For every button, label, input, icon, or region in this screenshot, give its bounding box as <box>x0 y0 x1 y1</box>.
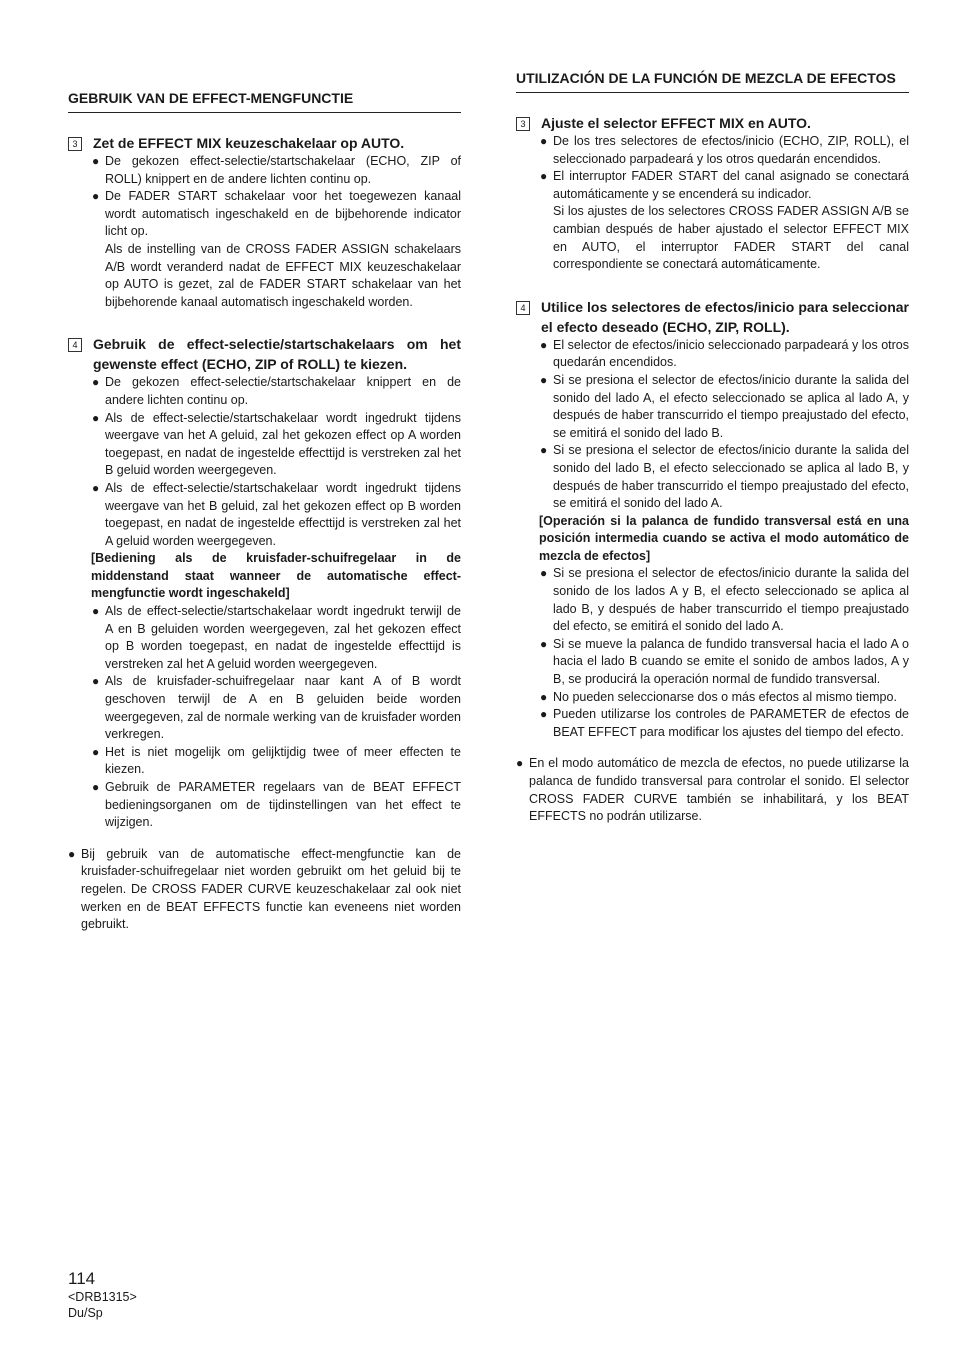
final-note-list <box>516 755 909 825</box>
step-number-box: 4 <box>516 301 530 315</box>
list-item <box>68 846 461 934</box>
step-3-dutch <box>68 133 461 311</box>
bullet-icon: ● <box>68 846 76 861</box>
bullet-icon: ● <box>540 707 548 722</box>
section-title-spanish: UTILIZACIÓN DE LA FUNCIÓN DE MEZCLA DE EFECTOS <box>516 68 909 93</box>
left-column <box>68 68 461 934</box>
bullet-icon: ● <box>92 480 100 495</box>
section-title-dutch: GEBRUIK VAN DE EFFECT-MENGFUNCTIE <box>68 68 461 113</box>
step-4-spanish <box>516 297 909 742</box>
list-item: ● Si se mueve la palanca de fundido transversal hacia el lado A o hacia el lado B cuando se emite el sonido de ambos lados, A y B, se producirá la operación normal de fundido transversal. <box>516 636 909 689</box>
bullet-icon: ● <box>540 169 548 184</box>
step-3-spanish <box>516 113 909 274</box>
note-paragraph: Si los ajustes de los selectores CROSS FADER ASSIGN A/B se cambian después de haber ajustado el selector EFFECT MIX en AUTO, el interruptor FADER START del canal correspondiente se conectará automáticamente. <box>553 204 909 272</box>
bullet-icon: ● <box>540 636 548 651</box>
bullet-list <box>516 565 909 741</box>
list-item: ● De FADER START schakelaar voor het toegewezen kanaal wordt automatisch ingeschakeld en de bijbehorende indicator licht op. <box>68 188 461 241</box>
page-footer <box>68 1269 137 1321</box>
bullet-list <box>68 603 461 832</box>
document-code: <DRB1315> <box>68 1290 137 1304</box>
list-item <box>516 755 909 825</box>
bullet-icon: ● <box>540 689 548 704</box>
list-item: ● Het is niet mogelijk om gelijktijdig twee of meer effecten te kiezen. <box>68 744 461 779</box>
bullet-icon: ● <box>516 756 524 771</box>
bullet-icon: ● <box>92 780 100 794</box>
bullet-icon: ● <box>540 443 548 458</box>
step-heading: Ajuste el selector EFFECT MIX en AUTO. <box>541 115 811 131</box>
bullet-icon: ● <box>540 566 548 581</box>
page-number: 114 <box>68 1269 96 1288</box>
bullet-icon: ● <box>92 189 100 204</box>
step-number-box: 3 <box>68 137 82 151</box>
bullet-list <box>68 374 461 550</box>
list-item: ● De gekozen effect-selectie/startschakelaar (ECHO, ZIP of ROLL) knippert en de andere lichten continu op. <box>68 153 461 188</box>
list-item: ● Als de effect-selectie/startschakelaar wordt ingedrukt tijdens weergave van het A geluid, zal het gekozen effect op A worden toegepast, en nadat de ingestelde effecttijd is verstreken zal het B geluid worden weergegeven. <box>68 410 461 480</box>
step-heading: Utilice los selectores de efectos/inicio para seleccionar el efecto deseado (ECHO, ZIP, ROLL). <box>541 298 909 335</box>
bullet-list <box>516 337 909 513</box>
right-column <box>516 68 909 826</box>
sub-heading: [Bediening als de kruisfader-schuifregelaar in de middenstand staat wanneer de automatische effect-mengfunctie wordt ingeschakeld] <box>91 551 461 601</box>
final-note-list <box>68 846 461 934</box>
bullet-list <box>516 133 909 203</box>
list-item: ● El selector de efectos/inicio seleccionado parpadeará y los otros quedarán encendidos. <box>516 337 909 372</box>
step-4-dutch <box>68 334 461 831</box>
list-item: ● Gebruik de PARAMETER regelaars van de BEAT EFFECT bedieningsorganen om de tijdinstellingen van het effect te wijzigen. <box>68 779 461 832</box>
bullet-icon: ● <box>92 744 100 759</box>
bullet-list <box>68 153 461 241</box>
bullet-icon: ● <box>540 337 548 352</box>
language-code: Du/Sp <box>68 1306 103 1320</box>
sub-heading: [Operación si la palanca de fundido transversal está en una posición intermedia cuando se activa el modo automático de mezcla de efectos] <box>539 513 909 563</box>
list-item: ● Als de effect-selectie/startschakelaar wordt ingedrukt terwijl de A en B geluiden worden weergegeven, zal het gekozen effect op B worden toegepast, en nadat de ingestelde effecttijd is verstreken zal het A geluid worden weergegeven. <box>68 603 461 673</box>
step-number-box: 3 <box>516 117 530 131</box>
list-item: ● Si se presiona el selector de efectos/inicio durante la salida del sonido del lado B, el efecto seleccionado se aplica al lado B, y después de haber transcurrido el tiempo preajustado del efecto, se emitirá el sonido del lado A. <box>516 442 909 512</box>
list-item: ● De gekozen effect-selectie/startschakelaar knippert en de andere lichten continu op. <box>68 374 461 409</box>
note-paragraph: Als de instelling van de CROSS FADER ASSIGN schakelaars A/B wordt veranderd nadat de EFFECT MIX keuzeschakelaar op AUTO is gezet, zal de FADER START schakelaar van het bijbehorende kanaal automatisch ingeschakeld worden. <box>105 241 461 309</box>
bullet-icon: ● <box>540 134 548 148</box>
list-item: ● De los tres selectores de efectos/inicio (ECHO, ZIP, ROLL), el seleccionado parpadeará y los otros quedarán encendidos. <box>516 133 909 168</box>
bullet-icon: ● <box>92 674 100 689</box>
list-item: ● Als de kruisfader-schuifregelaar naar kant A of B wordt geschoven terwijl de A en B geluiden beide worden weergegeven, zal de normale werking van de kruisfader worden verkregen. <box>68 673 461 743</box>
step-heading: Gebruik de effect-selectie/startschakelaars om het gewenste effect (ECHO, ZIP of ROLL) te kiezen. <box>93 336 461 373</box>
bullet-icon: ● <box>92 410 100 425</box>
list-item: ● Si se presiona el selector de efectos/inicio durante la salida del sonido de los lados A y B, el efecto seleccionado se aplica al lado B, y después de haber transcurrido el tiempo preajustado del efecto, se emitirá el sonido del lado A. <box>516 565 909 635</box>
bullet-icon: ● <box>92 375 100 390</box>
step-heading: Zet de EFFECT MIX keuzeschakelaar op AUTO. <box>93 135 405 151</box>
bullet-icon: ● <box>540 372 548 387</box>
final-note: Bij gebruik van de automatische effect-mengfunctie kan de kruisfader-schuifregelaar niet worden gebruikt om het geluid bij te regelen. De CROSS FADER CURVE keuzeschakelaar zal ook niet werken en de BEAT EFFECTS functie kan eveneens niet worden gebruikt. <box>81 846 461 932</box>
list-item: ● Als de effect-selectie/startschakelaar wordt ingedrukt tijdens weergave van het B geluid, zal het gekozen effect op B worden toegepast, en nadat de ingestelde effecttijd is verstreken zal het A geluid worden weergegeven. <box>68 480 461 550</box>
list-item: ● El interruptor FADER START del canal asignado se conectará automáticamente y se encenderá su indicador. <box>516 168 909 203</box>
bullet-icon: ● <box>92 154 100 168</box>
final-note: En el modo automático de mezcla de efectos, no puede utilizarse la palanca de fundido transversal para controlar el sonido. El selector CROSS FADER CURVE también se inhabilitará, y los BEAT EFFECTS no podrán utilizarse. <box>529 756 909 824</box>
list-item: ● Si se presiona el selector de efectos/inicio durante la salida del sonido del lado A, el efecto seleccionado se aplica al lado A, y después de haber transcurrido el tiempo preajustado del efecto, se emitirá el sonido del lado B. <box>516 372 909 442</box>
list-item: ● Pueden utilizarse los controles de PARAMETER de efectos de BEAT EFFECT para modificar los ajustes del tiempo del efecto. <box>516 706 909 741</box>
bullet-icon: ● <box>92 604 100 619</box>
step-number-box: 4 <box>68 338 82 352</box>
list-item: ● No pueden seleccionarse dos o más efectos al mismo tiempo. <box>516 689 909 707</box>
